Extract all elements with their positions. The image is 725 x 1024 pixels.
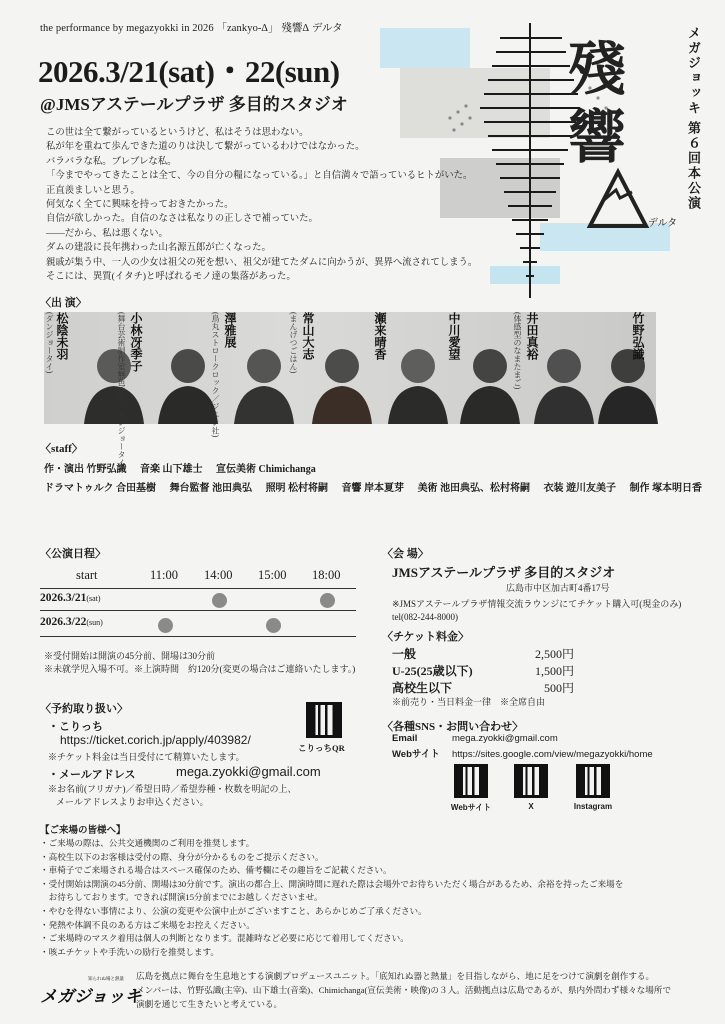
cast-name: 常山大志 [301,312,315,360]
synopsis-line: ――だから、私は悪くない。 [46,228,168,239]
performance-marker [320,593,335,608]
venue-note-line: ※JMSアステールプラザ情報交流ラウンジにてチケット購入可(現金のみ) [392,599,682,609]
venue-address: 広島市中区加古町4番17号 [506,583,610,593]
staff-heading: 〈staff〉 [40,443,83,455]
venue-heading: 〈会 場〉 [382,548,429,560]
performance-tagline: the performance by megazyokki in 2026 「zankyo-∆」 殘響∆ デルタ [40,23,343,34]
venue-ticket-note [392,598,681,624]
visitor-notice [40,822,690,959]
mail-note: メールアドレスよりお申込ください。 [56,797,209,807]
schedule-time: 15:00 [258,568,287,582]
staff-credit: 衣装 遊川友美子 [543,483,617,494]
cast-affiliation: (鳥丸ストロークロック／ジエン社) [211,312,220,438]
synopsis-line: 親戚が集う中、一人の少女は祖父の死を想い、祖父が建てたダムに向かうが、異界へ流されてしまう。 [46,257,478,268]
ticket-note: ※前売り・当日料金一律 ※全席自由 [392,697,546,707]
staff-credit: ドラマトゥルク 合田基樹 [44,483,157,494]
mail-address-link[interactable]: mega.zyokki@gmail.com [176,764,321,779]
megazyokki-logo [38,973,142,1009]
instagram-qr-caption: Instagram [573,802,613,811]
ticket-price: 2,500円 [534,647,574,661]
staff-credit: 作・演出 竹野弘識 [44,464,127,475]
series-label: メガジョッキ 第６回本公演 [686,26,701,212]
profile-line: 演劇を通じて生きたいと考えている。 [136,999,283,1009]
performance-dates: 2026.3/21(sat)・22(sun) [38,54,340,89]
ticket-row [392,645,574,662]
x-qr-code[interactable] [514,764,548,798]
cast-name: 中川愛望 [447,312,461,360]
synopsis-line: ダムの建設に長年携わった山名源五郎が亡くなった。 [46,243,271,254]
schedule-time: 14:00 [204,568,233,582]
notice-heading: 【ご来場の皆様へ】 [40,826,126,836]
cast-name: 小林冴季子 [129,312,143,372]
ticket-type: 一般 [392,647,417,661]
synopsis-line: そこには、異質(イタチ)と呼ばれるモノ達の集落があった。 [46,272,296,283]
notice-line: ・ご来場の際は、公共交通機関のご利用を推奨します。 [40,838,255,848]
schedule-note: ※未就学児入場不可。※上演時間 約120分(変更の場合はご連絡いたします。) [44,664,356,674]
synopsis-line: 正直羨ましいと思う。 [46,185,140,196]
mail-note: ※お名前(フリガナ)／希望日時／希望券種・枚数を明記の上、 [48,784,297,794]
corich-qr-code[interactable] [306,702,342,738]
svg-text:知られぬ場と熱量: 知られぬ場と熱量 [88,976,124,981]
email-link[interactable]: mega.zyokki@gmail.com [452,733,558,744]
mail-label: ・メールアドレス [48,769,136,781]
schedule-rule [40,610,356,611]
schedule-time: 11:00 [150,568,179,582]
performance-marker [158,618,173,633]
profile-line: メンバーは、竹野弘識(主宰)、山下雄士(音楽)、Chimichanga(宣伝美術・映像)の３人。活動拠点は広島であるが、県内外問わず様々な場所で [136,985,672,995]
staff-credit: 制作 塚本明日香 [629,483,703,494]
notice-line: ・やむを得ない事情により、公演の変更や公演中止がございますこと、あらかじめご了承ください。 [40,905,427,916]
cast-affiliation: (体感型のなまたまご) [513,312,522,390]
schedule-heading: 〈公演日程〉 [40,548,106,560]
staff-line-1 [44,460,327,475]
synopsis-line: 何気なく全てに興味を持っておきたかった。 [46,200,234,211]
cast-name: 瀬来晴香 [373,312,387,360]
website-qr-code[interactable] [454,764,488,798]
cast-affiliation: (ダンジョータイ) [45,312,54,374]
notice-line: ・車椅子でご来場される場合はスペース確保のため、備考欄にその趣旨をご記載ください。 [40,865,392,876]
corich-qr-caption: こりっちQR [298,743,345,753]
synopsis-line: この世は全て繋がっているというけど、私はそうは思わない。 [46,128,309,138]
ticket-heading: 〈チケット料金〉 [382,631,470,643]
title-glyph-zan: 殘 [568,37,627,102]
synopsis-line: 自信が欲しかった。自信のなさは私なりの正しさで補っていた。 [46,214,318,225]
contact-web-row [392,746,653,760]
venue-headline: @JMSアステールプラザ 多目的スタジオ [40,95,348,114]
ticket-row [392,662,574,679]
schedule-start-label: start [76,568,98,582]
staff-credit: 宣伝美術 Chimichanga [216,464,316,475]
cast-portrait [592,338,664,424]
title-delta-reading: デルタ [648,218,678,229]
svg-text:メガジョッキ: メガジョッキ [40,987,142,1006]
schedule-rule [40,588,356,589]
performance-marker [266,618,281,633]
schedule-date: 2026.3/22(sun) [40,616,103,628]
delta-triangle-icon [586,168,650,230]
ticket-price: 500円 [543,681,574,695]
x-qr-caption: X [528,802,534,811]
contact-email-row [392,733,558,744]
synopsis [46,126,478,284]
ticket-row [392,679,574,696]
cast-portrait [382,338,454,424]
ticket-type: 高校生以下 [392,681,453,695]
synopsis-line: 私が年を重ねて歩んできた道のりは決して繋がっているわけではなかった。 [46,142,365,153]
notice-line: ・ご来場時のマスク着用は個人の判断となります。混雑時など必要に応じて着用してください。 [40,933,409,944]
staff-credit: 美術 池田典弘、松村将嗣 [417,483,531,494]
website-link[interactable]: https://sites.google.com/view/megazyokki/home [452,749,653,760]
synopsis-line: バラバラな私。ブレブレな私。 [46,156,177,167]
schedule-rule [40,636,356,637]
corich-link[interactable]: https://ticket.corich.jp/apply/403982/ [60,733,251,747]
cast-affiliation: (舞台芸術制作室無色透明／ダンジョータイ) [117,312,126,470]
cast-name: 井田真裕 [525,312,539,360]
cast-affiliation: (まんげつごはん) [289,312,298,374]
schedule-date: 2026.3/21(sat) [40,592,101,604]
title-glyph-kyo: 響 [568,105,627,170]
cast-heading: 〈出 演〉 [40,297,87,309]
ticket-price: 1,500円 [534,664,574,678]
instagram-qr-code[interactable] [576,764,610,798]
staff-credit: 音響 岸本夏芽 [341,483,405,494]
contact-heading: 〈各種SNS・お問い合わせ〉 [382,721,524,733]
cast-name: 澤雅展 [223,312,237,348]
corich-note: ※チケット料金は当日受付にて精算いたします。 [48,752,245,762]
staff-credit: 照明 松村将嗣 [265,483,329,494]
synopsis-line: 「今までやってきたことは全て、今の自分の糧になっている。」と自信満々で語っているヒトがいた。 [46,171,473,182]
venue-tel: tel(082-244-8000) [392,612,458,622]
cast-name: 竹野弘識 [631,312,645,360]
notice-line: ・高校生以下のお客様は受付の際、身分が分かるものをご提示ください。 [40,851,324,862]
staff-line-2 [44,479,713,494]
schedule-note: ※受付開始は開演の45分前、開場は30分前 [44,651,216,661]
notice-line: ・受付開始は開演の45分前、開場は30分前です。演出の都合上、開演時間に遅れた際は会場外でお待ちいただく場合があるため、余裕を持ったご来場を [40,878,624,889]
company-profile [136,969,706,1011]
venue-name: JMSアステールプラザ 多目的スタジオ [392,565,616,580]
staff-credit: 音楽 山下雄士 [140,464,203,475]
reservation-heading: 〈予約取り扱い〉 [40,703,128,715]
schedule-time: 18:00 [312,568,341,582]
performance-marker [212,593,227,608]
notice-line: お待ちしております。できれば開演15分前までにお越しくださいませ。 [40,892,323,903]
notice-line: ・咳エチケットや手洗いの励行を推奨します。 [40,946,220,957]
website-qr-caption: Webサイト [450,803,492,812]
ticket-type: U-25(25歳以下) [392,664,473,678]
cast-name: 松陰未羽 [55,312,69,360]
profile-line: 広島を拠点に舞台を生息地とする演劇プロデュースユニット。「底知れぬ器と熱量」を目指しながら、地に足をつけて演劇を創作する。 [136,971,655,981]
email-label: Email [392,733,418,744]
web-label: Webサイト [392,749,440,760]
corich-label: ・こりっち [48,721,103,733]
staff-credit: 舞台監督 池田典弘 [169,483,253,494]
notice-line: ・発熱や体調不良のある方はご来場をお控えください。 [40,919,255,930]
